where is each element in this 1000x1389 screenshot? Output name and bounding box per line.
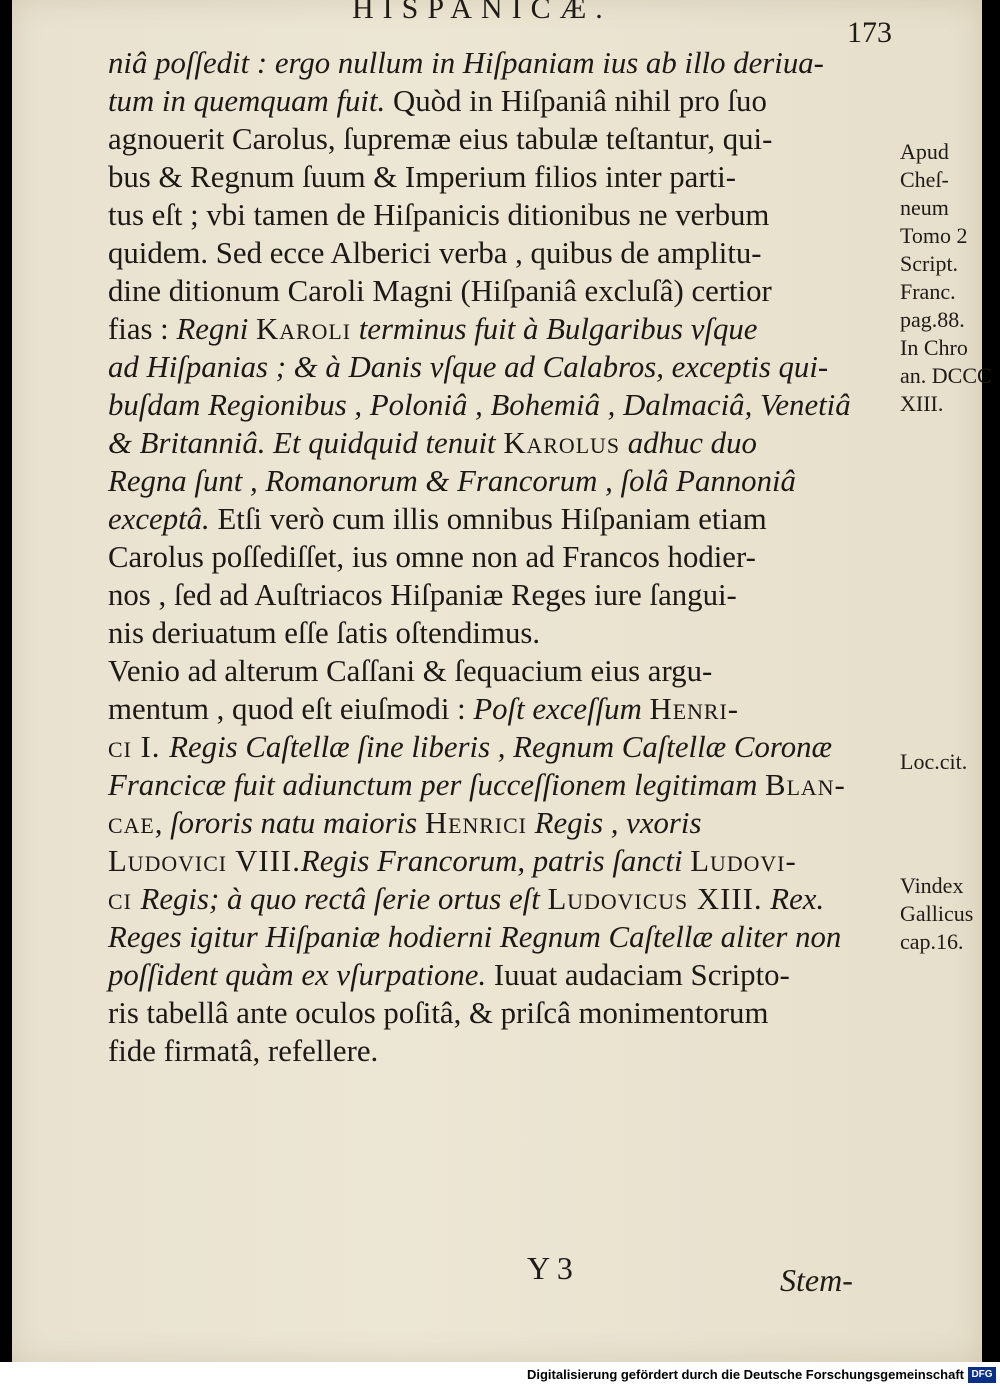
main-text-block (108, 44, 898, 1070)
text-segment: Poſt exceſſum (473, 691, 650, 726)
text-line (108, 310, 893, 348)
text-line (108, 956, 893, 994)
text-segment: Carolus poſſediſſet, ius omne non ad Francos hodier- (108, 539, 756, 574)
text-line (108, 158, 893, 196)
running-head: HISPANICÆ. (352, 0, 612, 25)
signature-mark: Y 3 (527, 1250, 573, 1286)
text-line (108, 1032, 893, 1070)
margin-note-line: Loc.cit. (900, 749, 968, 774)
text-segment: & Britanniâ. Et quidquid tenuit (108, 425, 504, 460)
text-line (108, 120, 893, 158)
text-line (108, 348, 893, 386)
text-segment: ci I. (108, 729, 170, 764)
text-segment: Etſi verò cum illis omnibus Hiſpaniam etiam (217, 501, 767, 536)
text-line (108, 272, 893, 310)
margin-note-line: Tomo 2 (900, 223, 968, 248)
text-segment: adhuc duo (619, 425, 757, 460)
text-segment: Ludovi- (690, 843, 797, 878)
text-segment: Henrici (424, 805, 527, 840)
text-segment: Ludovici VIII. (108, 843, 301, 878)
text-line (108, 386, 893, 424)
text-segment: Karolus (503, 425, 620, 460)
paper-sheet (12, 0, 992, 1362)
text-line (108, 994, 893, 1032)
catchword: Stem- (780, 1262, 853, 1298)
text-segment: Regis Francorum, patris ſancti (300, 843, 691, 878)
text-segment: nos , ſed ad Auſtriacos Hiſpaniæ Reges iure ſangui- (108, 577, 737, 612)
text-segment: Henri- (649, 691, 740, 726)
text-segment: fias : (108, 311, 177, 346)
text-line (108, 462, 893, 500)
margin-note-line: neum (900, 195, 949, 220)
text-line (108, 82, 893, 120)
text-segment: nis deriuatum eſſe ſatis oſtendimus. (108, 615, 541, 650)
margin-note-line: an. DCCC (900, 363, 992, 388)
text-segment: Francicæ fuit adiunctum per ſucceſſionem legitimam (108, 767, 766, 802)
text-segment: fide firmatâ, refellere. (108, 1033, 379, 1068)
text-segment: quidem. Sed ecce Alberici verba , quibus de amplitu- (108, 235, 762, 270)
text-segment: poſſident quàm ex vſurpatione. (108, 957, 494, 992)
text-line (108, 44, 893, 82)
text-segment: ris tabellâ ante oculos poſitâ, & priſcâ monimentorum (108, 995, 769, 1030)
text-segment: Rex. (762, 881, 825, 916)
funding-credit: Digitalisierung gefördert durch die Deutsche Forschungsgemeinschaft (526, 1367, 964, 1382)
margin-note-line: Cheſ- (900, 167, 949, 192)
text-segment: Quòd in Hiſpaniâ nihil pro ſuo (392, 83, 767, 118)
text-line (108, 614, 893, 652)
text-segment: niâ poſſedit : ergo nullum in Hiſpaniam ius ab illo deriua- (108, 45, 824, 80)
text-segment: , ſororis natu maioris (154, 805, 425, 840)
margin-note-line: pag.88. (900, 307, 965, 332)
text-line (108, 804, 893, 842)
margin-note-line: Vindex (900, 873, 964, 898)
text-segment: Regna ſunt , Romanorum & Francorum , ſolâ Pannoniâ (108, 463, 796, 498)
digitization-footer (0, 1362, 1000, 1389)
text-segment: Regis , vxoris (526, 805, 702, 840)
text-segment: cae (108, 805, 155, 840)
text-segment: Ludovicus XIII. (547, 881, 763, 916)
text-line (108, 880, 893, 918)
margin-note-line: cap.16. (900, 929, 964, 954)
text-line (108, 576, 893, 614)
margin-note-line: XIII. (900, 391, 944, 416)
text-line (108, 728, 893, 766)
text-segment: Iuuat audaciam Scripto- (493, 957, 790, 992)
margin-note (900, 748, 967, 776)
text-segment: dine ditionum Caroli Magni (Hiſpaniâ excluſâ) certior (108, 273, 772, 308)
text-segment: Blan- (765, 767, 846, 802)
text-segment: exceptâ. (108, 501, 218, 536)
text-segment: agnouerit Carolus, ſupremæ eius tabulæ teſtantur, qui- (108, 121, 773, 156)
margin-note (900, 138, 992, 418)
text-segment: Regni (176, 311, 256, 346)
text-segment: Regis Caſtellæ ſine liberis , Regnum Caſtellæ Coronæ (169, 729, 833, 764)
text-line (108, 652, 893, 690)
text-line (108, 690, 893, 728)
text-line (108, 842, 893, 880)
text-line (108, 766, 893, 804)
margin-note-line: Gallicus (900, 901, 974, 926)
page-number: 173 (847, 16, 892, 49)
margin-note-line: Script. (900, 251, 959, 276)
margin-note-line: Franc. (900, 279, 956, 304)
text-line (108, 424, 893, 462)
text-segment: Reges igitur Hiſpaniæ hodierni Regnum Caſtellæ aliter non (108, 919, 842, 954)
text-line (108, 500, 893, 538)
text-segment: terminus fuit à Bulgaribus vſque (351, 311, 758, 346)
text-segment: ci (108, 881, 141, 916)
text-segment: tus eſt ; vbi tamen de Hiſpanicis ditionibus ne verbum (108, 197, 770, 232)
text-segment: Karoli (255, 311, 352, 346)
text-segment: ad Hiſpanias ; & à Danis vſque ad Calabros, exceptis qui- (108, 349, 829, 384)
margin-note-line: Apud (900, 139, 949, 164)
margin-note (900, 872, 973, 956)
text-segment: bus & Regnum ſuum & Imperium filios inter parti- (108, 159, 737, 194)
text-segment: tum in quemquam fuit. (108, 83, 393, 118)
text-line (108, 196, 893, 234)
margin-note-line: In Chro (900, 335, 968, 360)
text-segment: buſdam Regionibus , Poloniâ , Bohemiâ , Dalmaciâ, Venetiâ (108, 387, 851, 422)
text-line (108, 918, 893, 956)
text-line (108, 538, 893, 576)
dfg-logo: DFG (968, 1367, 996, 1383)
text-segment: mentum , quod eſt eiuſmodi : (108, 691, 474, 726)
text-segment: Venio ad alterum Caſſani & ſequacium eius argu- (108, 653, 713, 688)
text-segment: Regis; à quo rectâ ſerie ortus eſt (140, 881, 548, 916)
text-line (108, 234, 893, 272)
